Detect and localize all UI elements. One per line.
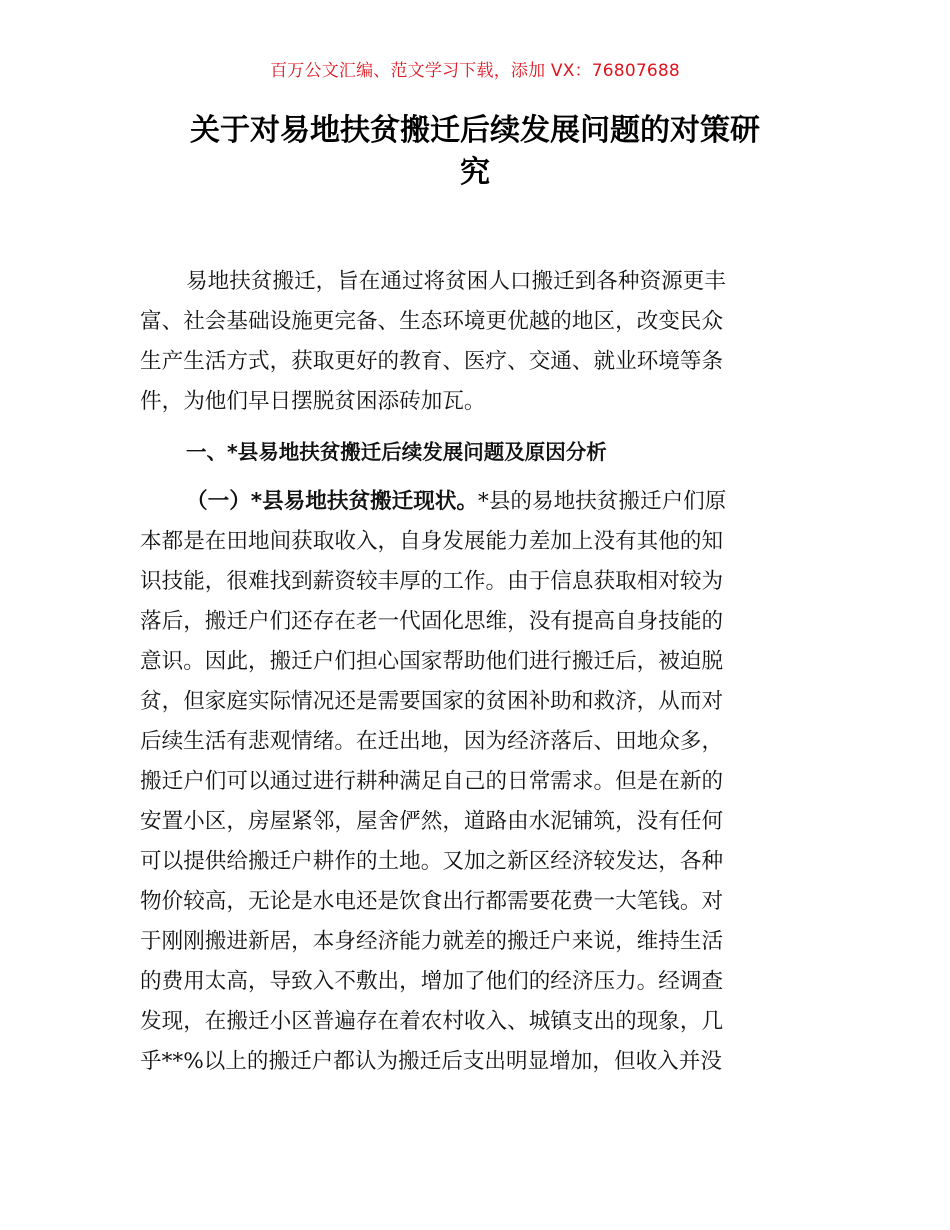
title-line-2: 究 — [460, 155, 490, 190]
paragraph-line: 生产生活方式，获取更好的教育、医疗、交通、就业环境等条 — [140, 349, 724, 374]
section-1 — [140, 432, 812, 472]
paragraph-line: 安置小区，房屋紧邻，屋舍俨然，道路由水泥铺筑，没有任何 — [140, 809, 724, 834]
paragraph-line: 于刚刚搬进新居，本身经济能力就差的搬迁户来说，维持生活 — [140, 929, 724, 954]
paragraph-line: 贫，但家庭实际情况还是需要国家的贫困补助和救济，从而对 — [140, 689, 724, 714]
paragraph-line: 意识。因此，搬迁户们担心国家帮助他们进行搬迁后，被迫脱 — [140, 649, 724, 674]
paragraph-line: 发现，在搬迁小区普遍存在着农村收入、城镇支出的现象，几 — [140, 1009, 724, 1034]
paragraph-line: 的费用太高，导致入不敷出，增加了他们的经济压力。经调查 — [140, 969, 724, 994]
paragraph-line: 搬迁户们可以通过进行耕种满足自己的日常需求。但是在新的 — [140, 769, 724, 794]
paragraph-line — [140, 482, 812, 522]
paragraph-line: 后续生活有悲观情绪。在迁出地，因为经济落后、田地众多， — [140, 729, 724, 754]
paragraph-line: 识技能，很难找到薪资较丰厚的工作。由于信息获取相对较为 — [140, 569, 724, 594]
paragraph-line: 富、社会基础设施更完备、生态环境更优越的地区，改变民众 — [140, 309, 724, 334]
subsection-heading: （一）*县易地扶贫搬迁现状。 — [186, 489, 479, 514]
section-heading: 一、*县易地扶贫搬迁后续发展问题及原因分析 — [186, 440, 607, 464]
paragraph-line: 落后，搬迁户们还存在老一代固化思维，没有提高自身技能的 — [140, 609, 724, 634]
paragraph-line: 物价较高，无论是水电还是饮食出行都需要花费一大笔钱。对 — [140, 889, 724, 914]
title-line-1: 关于对易地扶贫搬迁后续发展问题的对策研 — [190, 113, 760, 148]
watermark-banner: 百万公文汇编、范文学习下载，添加 VX：76807688 — [270, 61, 680, 81]
intro-paragraph — [140, 262, 812, 422]
paragraph-line: 件，为他们早日摆脱贫困添砖加瓦。 — [140, 389, 486, 414]
subsection-1-paragraph — [140, 482, 812, 1082]
document-title — [140, 110, 810, 194]
paragraph-line: 乎**%以上的搬迁户都认为搬迁后支出明显增加，但收入并没 — [140, 1049, 722, 1074]
paragraph-text: *县的易地扶贫搬迁户们原 — [478, 489, 727, 514]
paragraph-line: 可以提供给搬迁户耕作的土地。又加之新区经济较发达，各种 — [140, 849, 724, 874]
paragraph-line: 易地扶贫搬迁，旨在通过将贫困人口搬迁到各种资源更丰 — [186, 269, 726, 294]
paragraph-line: 本都是在田地间获取收入，自身发展能力差加上没有其他的知 — [140, 529, 724, 554]
